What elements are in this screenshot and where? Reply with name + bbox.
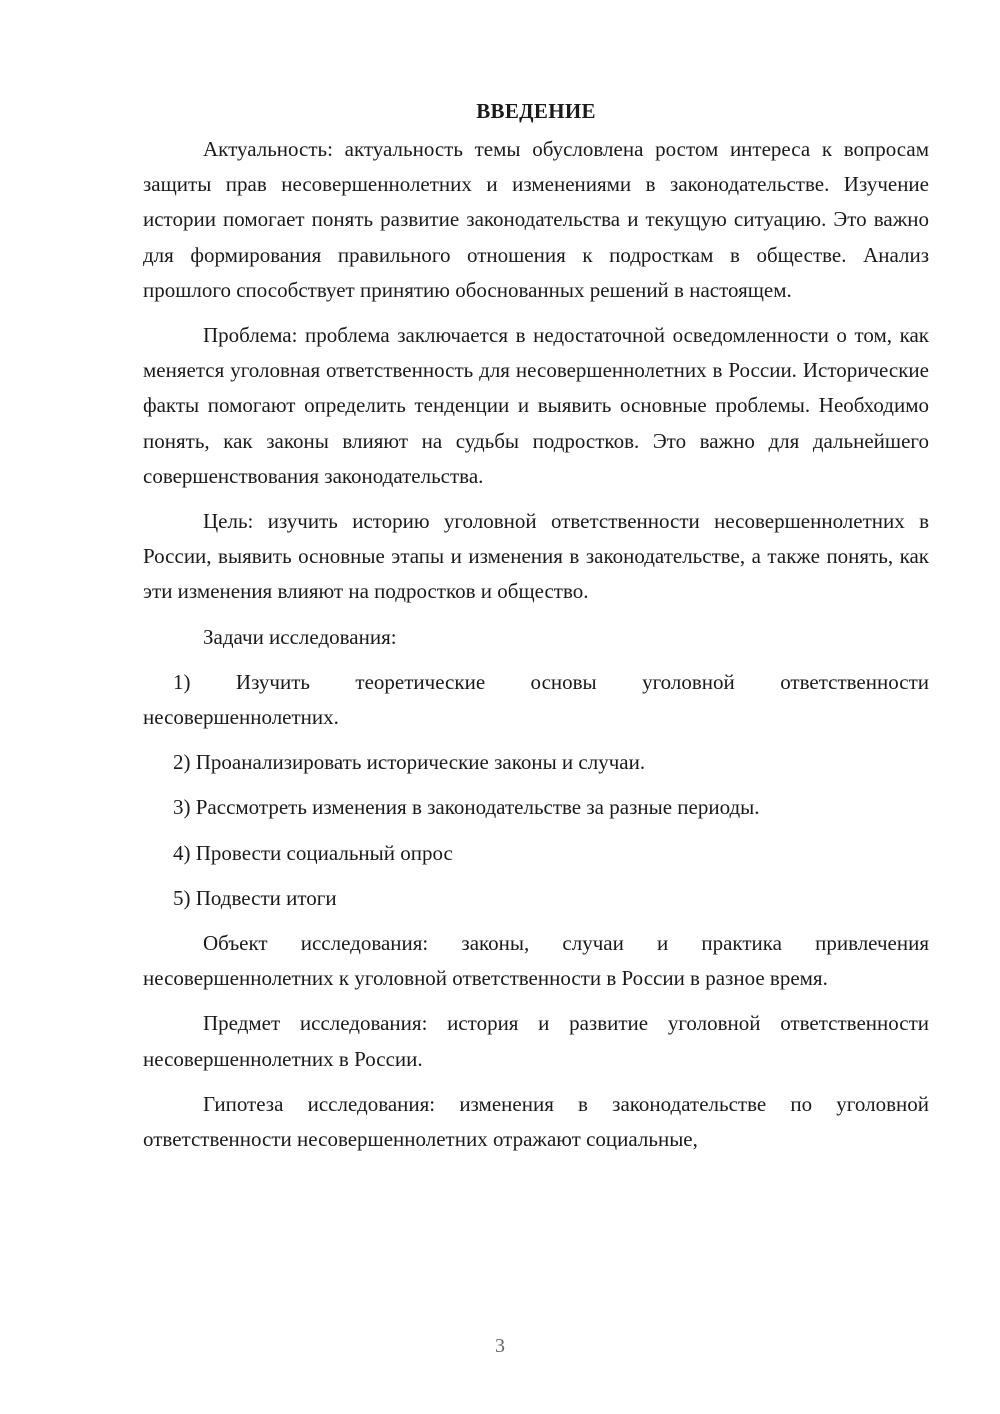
list-item: 3) Рассмотреть изменения в законодательстве за разные периоды. — [173, 795, 760, 820]
paragraph-tasks-title: Задачи исследования: — [203, 624, 397, 649]
paragraph-problem: Проблема: проблема заключается в недостаточной осведомленности о том, как меняется уголовная ответственность для несовершеннолетних в России. Исторические факты помогают определить тенденции и выявить основные проблемы. Необходимо понять, как законы влияют на судьбы подростков. Это важно для дальнейшего совершенствования законодательства. — [143, 323, 929, 488]
page-title: ВВЕДЕНИЕ — [476, 99, 596, 123]
list-item: 4) Провести социальный опрос — [173, 840, 453, 865]
paragraph-subject: Предмет исследования: история и развитие уголовной ответственности несовершеннолетних в России. — [143, 1011, 929, 1071]
paragraph-goal: Цель: изучить историю уголовной ответственности несовершеннолетних в России, выявить основные этапы и изменения в законодательстве, а также понять, как эти изменения влияют на подростков и общество. — [143, 509, 929, 604]
document-page — [143, 96, 929, 1167]
page-number: 3 — [495, 1335, 505, 1357]
list-item: 1) Изучить теоретические основы уголовной ответственности несовершеннолетних. — [143, 669, 929, 730]
paragraph-object: Объект исследования: законы, случаи и практика привлечения несовершеннолетних к уголовной ответственности в России в разное время. — [143, 931, 929, 991]
paragraph-relevance: Актуальность: актуальность темы обусловлена ростом интереса к вопросам защиты прав несовершеннолетних и изменениями в законодательстве. Изучение истории помогает понять развитие законодательства и текущую ситуацию. Это важно для формирования правильного отношения к подросткам в обществе. Анализ прошлого способствует принятию обоснованных решений в настоящем. — [143, 137, 929, 302]
list-item: 2) Проанализировать исторические законы и случаи. — [173, 750, 646, 775]
paragraph-hypothesis: Гипотеза исследования: изменения в законодательстве по уголовной ответственности несовершеннолетних отражают социальные, — [143, 1091, 929, 1152]
list-item: 5) Подвести итоги — [173, 885, 337, 910]
